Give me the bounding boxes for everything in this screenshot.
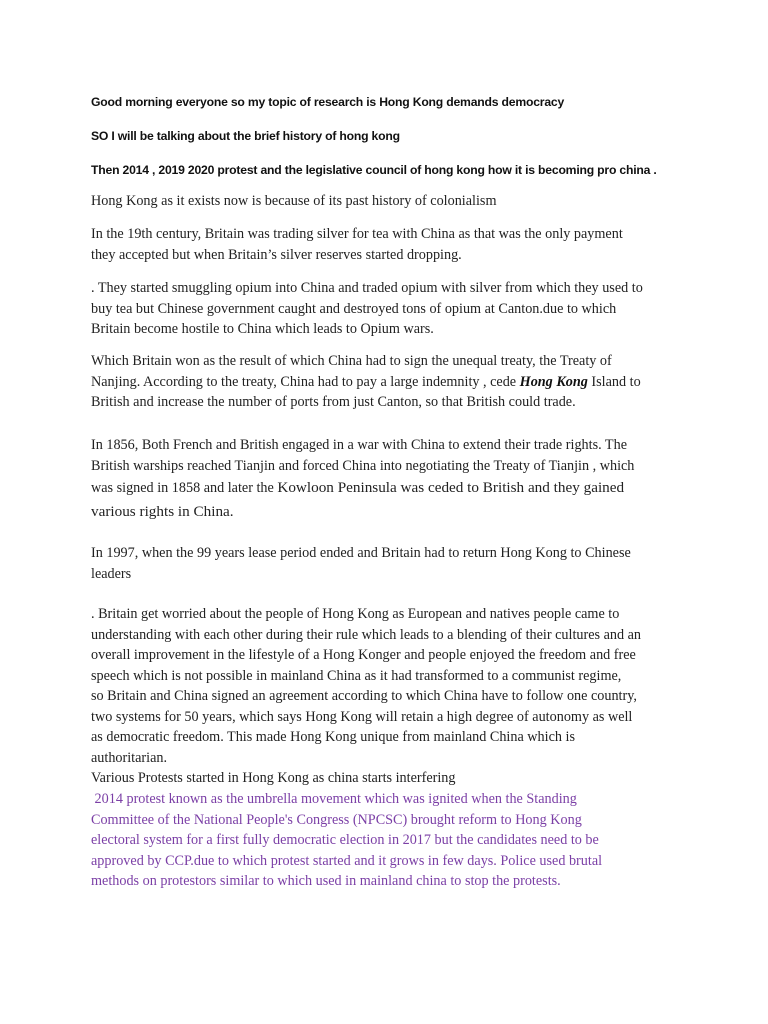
paragraph-treaty-nanjing: [91, 351, 641, 413]
text-line: [91, 372, 641, 393]
text-line: 2014 protest known as the umbrella movement which was ignited when the Standing: [91, 791, 577, 807]
text-segment: Island to: [587, 373, 641, 390]
text-segment: was signed in 1858 and later the: [91, 480, 278, 496]
text-line: leaders: [91, 565, 132, 582]
paragraph-umbrella-movement: [91, 789, 602, 892]
intro-line-1: Good morning everyone so my topic of research is Hong Kong demands democracy: [91, 95, 565, 109]
text-line: British and increase the number of ports from just Canton, so that British could trade.: [91, 394, 576, 410]
text-line: buy tea but Chinese government caught and destroyed tons of opium at Canton.due to which: [91, 300, 617, 317]
text-line: [91, 476, 634, 500]
text-line: methods on protestors similar to which used in mainland china to stop the protests.: [91, 873, 561, 889]
paragraph-opium: [91, 278, 643, 340]
text-line: British warships reached Tianjin and forced China into negotiating the Treaty of Tianjin , which: [91, 457, 635, 474]
text-line: . They started smuggling opium into China and traded opium with silver from which they used to: [91, 280, 643, 296]
text-line: so Britain and China signed an agreement according to which China have to follow one country,: [91, 688, 637, 704]
text-line: various rights in China.: [91, 503, 234, 520]
text-line: In the 19th century, Britain was trading silver for tea with China as that was the only payment: [91, 226, 623, 242]
intro-line-3: Then 2014 , 2019 2020 protest and the legislative council of hong kong how it is becoming pro china .: [91, 163, 657, 177]
text-segment-large: Kowloon Peninsula was ceded to British and they gained: [277, 479, 625, 496]
text-line: Britain become hostile to China which leads to Opium wars.: [91, 321, 434, 337]
text-line: as democratic freedom. This made Hong Kong unique from mainland China which is: [91, 729, 575, 745]
paragraph-one-country-two-systems: [91, 604, 641, 789]
intro-line-2: SO I will be talking about the brief history of hong kong: [91, 129, 400, 143]
text-line: two systems for 50 years, which says Hong Kong will retain a high degree of autonomy as well: [91, 708, 633, 725]
paragraph-colonialism: Hong Kong as it exists now is because of its past history of colonialism: [91, 193, 497, 209]
emphasis-hong-kong: Hong Kong: [519, 373, 588, 390]
text-line: authoritarian.: [91, 749, 168, 766]
text-line: they accepted but when Britain’s silver reserves started dropping.: [91, 246, 462, 263]
text-segment: Nanjing. According to the treaty, China had to pay a large indemnity , cede: [91, 373, 520, 390]
text-line: Which Britain won as the result of which China had to sign the unequal treaty, the Treaty of: [91, 353, 612, 369]
text-line: Committee of the National People's Congress (NPCSC) brought reform to Hong Kong: [91, 811, 582, 828]
text-line: electoral system for a first fully democratic election in 2017 but the candidates need to be: [91, 832, 599, 848]
text-line: overall improvement in the lifestyle of a Hong Konger and people enjoyed the freedom and free: [91, 647, 636, 663]
text-line: speech which is not possible in mainland China as it had transformed to a communist regime,: [91, 667, 622, 684]
paragraph-silver-trade: [91, 224, 623, 265]
text-line: understanding with each other during their rule which leads to a blending of their cultures and an: [91, 626, 641, 643]
text-line: In 1856, Both French and British engaged in a war with China to extend their trade rights. The: [91, 437, 627, 453]
text-line: approved by CCP.due to which protest started and it grows in few days. Police used brutal: [91, 852, 603, 869]
paragraph-1856-war: [91, 435, 634, 523]
paragraph-1997-lease: [91, 543, 631, 584]
text-line: . Britain get worried about the people of Hong Kong as European and natives people came to: [91, 606, 620, 622]
text-line: Various Protests started in Hong Kong as china starts interfering: [91, 770, 456, 786]
text-line: In 1997, when the 99 years lease period ended and Britain had to return Hong Kong to Chinese: [91, 545, 631, 561]
